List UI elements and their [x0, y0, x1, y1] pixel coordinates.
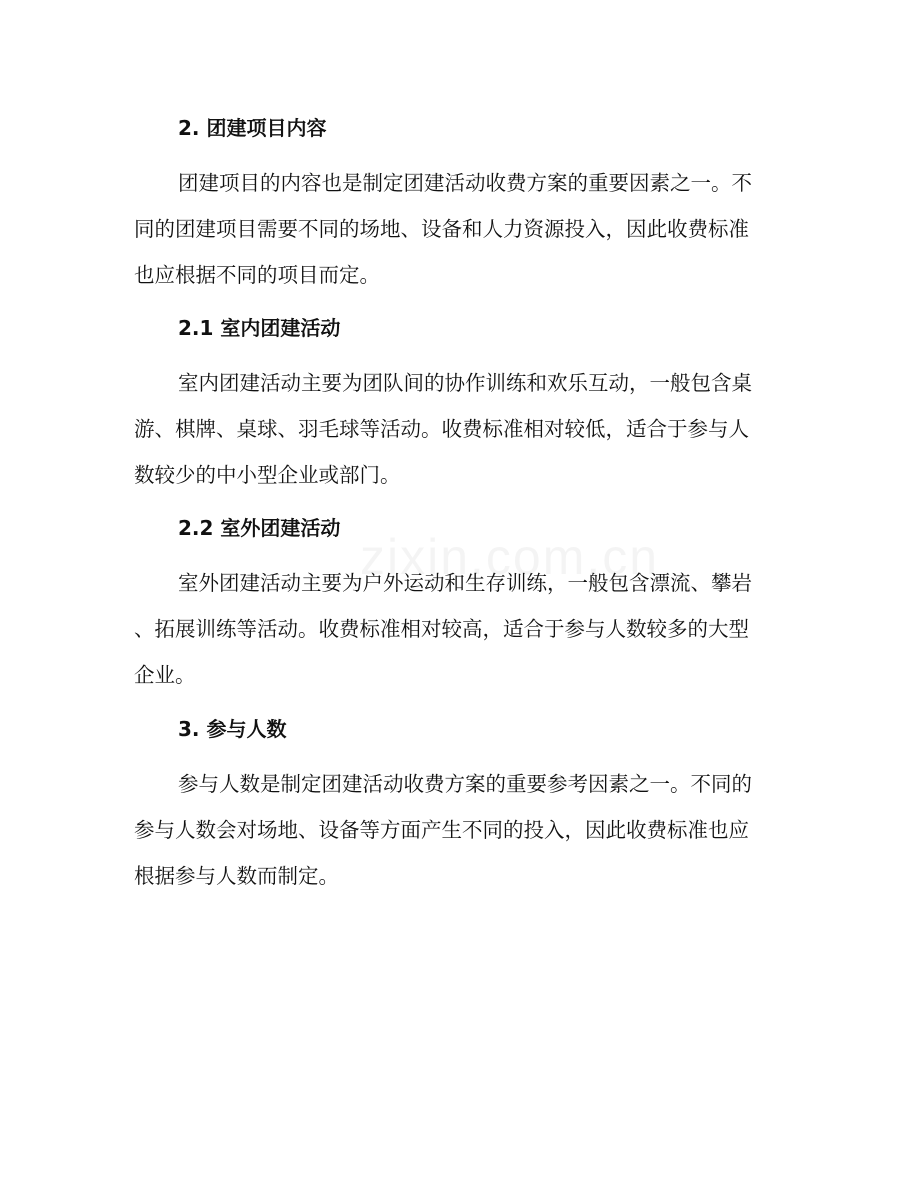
- paragraph-line: 根据参与人数而制定。: [134, 864, 339, 888]
- paragraph-line: 也应根据不同的项目而定。: [134, 263, 380, 287]
- section-paragraph: [134, 160, 774, 298]
- paragraph-line: 参与人数是制定团建活动收费方案的重要参考因素之一。不同的: [178, 772, 752, 796]
- section-heading: 2.1 室内团建活动: [178, 316, 341, 340]
- section-heading: 2. 团建项目内容: [178, 116, 327, 140]
- paragraph-line: 团建项目的内容也是制定团建活动收费方案的重要因素之一。不: [178, 171, 752, 195]
- paragraph-line: 企业。: [134, 663, 196, 687]
- section-paragraph: [134, 560, 774, 698]
- paragraph-line: 数较少的中小型企业或部门。: [134, 463, 401, 487]
- paragraph-line: 、拓展训练等活动。收费标准相对较高，适合于参与人数较多的大型: [134, 617, 749, 641]
- section-paragraph: [134, 360, 774, 498]
- paragraph-line: 游、棋牌、桌球、羽毛球等活动。收费标准相对较低，适合于参与人: [134, 417, 749, 441]
- section-paragraph: [134, 761, 774, 899]
- paragraph-line: 室外团建活动主要为户外运动和生存训练，一般包含漂流、攀岩: [178, 571, 752, 595]
- paragraph-line: 同的团建项目需要不同的场地、设备和人力资源投入，因此收费标准: [134, 217, 749, 241]
- section-heading: 3. 参与人数: [178, 717, 287, 741]
- paragraph-line: 室内团建活动主要为团队间的协作训练和欢乐互动，一般包含桌: [178, 371, 752, 395]
- section-heading: 2.2 室外团建活动: [178, 516, 341, 540]
- paragraph-line: 参与人数会对场地、设备等方面产生不同的投入，因此收费标准也应: [134, 818, 749, 842]
